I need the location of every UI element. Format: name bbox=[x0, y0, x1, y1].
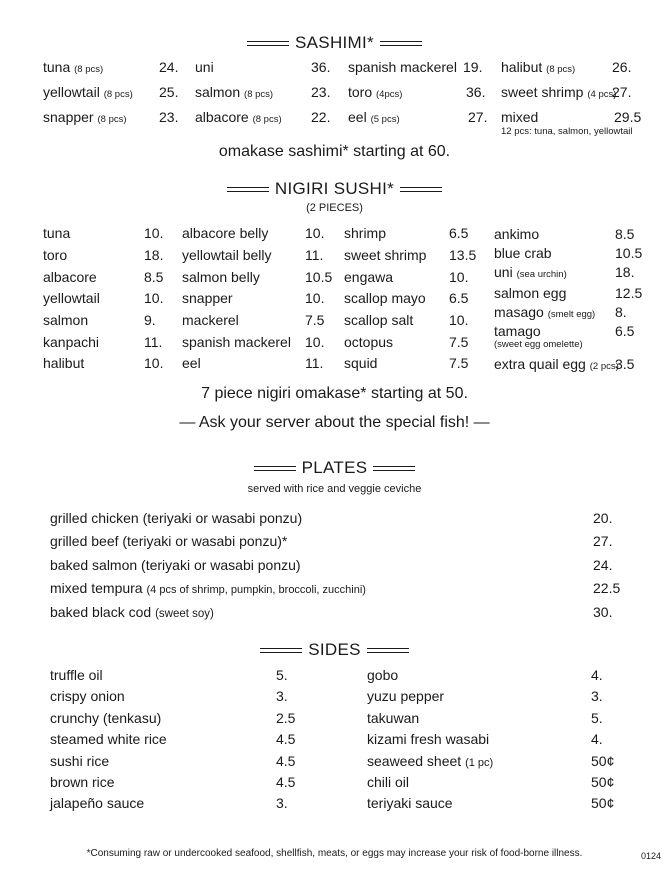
menu-price: 29.5 bbox=[614, 109, 642, 125]
menu-item: yellowtail (8 pcs) bbox=[43, 84, 133, 100]
menu-item: sweet shrimp (4 pcs) bbox=[501, 84, 617, 100]
menu-item: spanish mackerel bbox=[182, 334, 291, 350]
menu-item: eel (5 pcs) bbox=[348, 109, 400, 125]
menu-item: steamed white rice bbox=[50, 731, 167, 747]
menu-price: 7.5 bbox=[449, 355, 469, 371]
menu-price: 8.5 bbox=[144, 269, 164, 285]
menu-item: yellowtail bbox=[43, 290, 100, 306]
menu-price: 10.5 bbox=[615, 245, 643, 261]
menu-price: 3. bbox=[276, 688, 288, 704]
menu-item: toro bbox=[43, 247, 68, 263]
menu-item: baked black cod (sweet soy) bbox=[50, 604, 214, 620]
menu-item: baked salmon (teriyaki or wasabi ponzu) bbox=[50, 557, 301, 573]
menu-item: ankimo bbox=[494, 226, 540, 242]
heading-rule bbox=[247, 41, 289, 46]
menu-price: 2.5 bbox=[276, 710, 296, 726]
menu-price: 27. bbox=[468, 109, 488, 125]
menu-code: 0124 bbox=[641, 851, 662, 861]
menu-item: chili oil bbox=[367, 774, 410, 790]
menu-item: salmon belly bbox=[182, 269, 260, 285]
special-fish-note: — Ask your server about the special fish! — bbox=[179, 414, 490, 431]
plates-title: PLATES bbox=[301, 458, 368, 477]
menu-price: 30. bbox=[593, 604, 613, 620]
menu-item: salmon egg bbox=[494, 285, 567, 301]
menu-item: uni bbox=[195, 59, 214, 75]
menu-item: eel bbox=[182, 355, 201, 371]
menu-price: 6.5 bbox=[449, 225, 469, 241]
menu-price: 36. bbox=[311, 59, 331, 75]
menu-price: 3.5 bbox=[615, 356, 635, 372]
sashimi-title: SASHIMI* bbox=[295, 33, 374, 52]
menu-price: 6.5 bbox=[615, 323, 635, 339]
menu-price: 18. bbox=[144, 247, 164, 263]
sides-title: SIDES bbox=[308, 640, 361, 659]
menu-item: salmon (8 pcs) bbox=[195, 84, 274, 100]
menu-item: shrimp bbox=[344, 225, 387, 241]
menu-item: tuna (8 pcs) bbox=[43, 59, 104, 75]
menu-item: tuna bbox=[43, 225, 71, 241]
nigiri-omakase: 7 piece nigiri omakase* starting at 50. bbox=[201, 385, 468, 402]
menu-price: 6.5 bbox=[449, 290, 469, 306]
menu-price: 13.5 bbox=[449, 247, 477, 263]
menu-item: engawa bbox=[344, 269, 394, 285]
menu-price: 22.5 bbox=[593, 580, 621, 596]
menu-item: yellowtail belly bbox=[182, 247, 272, 263]
menu-item: albacore (8 pcs) bbox=[195, 109, 282, 125]
menu-item: crunchy (tenkasu) bbox=[50, 710, 162, 726]
heading-rule bbox=[380, 41, 422, 46]
menu-item: squid bbox=[344, 355, 378, 371]
menu-price: 24. bbox=[593, 557, 613, 573]
tamago-detail: (sweet egg omelette) bbox=[494, 339, 583, 350]
menu-price: 50¢ bbox=[591, 795, 615, 811]
menu-item: sushi rice bbox=[50, 753, 110, 769]
menu-price: 10. bbox=[144, 290, 164, 306]
plates-heading bbox=[0, 458, 669, 478]
nigiri-heading bbox=[0, 179, 669, 199]
menu-price: 12.5 bbox=[615, 285, 643, 301]
menu-price: 3. bbox=[591, 688, 603, 704]
menu-item: octopus bbox=[344, 334, 394, 350]
menu-price: 4. bbox=[591, 731, 603, 747]
menu-item: albacore belly bbox=[182, 225, 269, 241]
menu-price: 11. bbox=[144, 334, 163, 350]
menu-price: 4.5 bbox=[276, 774, 296, 790]
menu-item: toro (4pcs) bbox=[348, 84, 403, 100]
menu-item: mackerel bbox=[182, 312, 239, 328]
sashimi-omakase: omakase sashimi* starting at 60. bbox=[218, 143, 451, 160]
menu-price: 4.5 bbox=[276, 753, 296, 769]
menu-item: tamago bbox=[494, 323, 541, 339]
menu-price: 7.5 bbox=[449, 334, 469, 350]
menu-item: seaweed sheet (1 pc) bbox=[367, 753, 494, 769]
menu-price: 25. bbox=[159, 84, 179, 100]
menu-price: 10. bbox=[305, 225, 325, 241]
menu-item: spanish mackerel bbox=[348, 59, 457, 75]
menu-price: 7.5 bbox=[305, 312, 325, 328]
menu-item: kanpachi bbox=[43, 334, 100, 350]
menu-price: 20. bbox=[593, 510, 613, 526]
menu-item: kizami fresh wasabi bbox=[367, 731, 490, 747]
menu-price: 50¢ bbox=[591, 774, 615, 790]
disclaimer: *Consuming raw or undercooked seafood, shellfish, meats, or eggs may increase your risk of food-borne illness. bbox=[86, 848, 583, 859]
menu-price: 11. bbox=[305, 355, 324, 371]
menu-price: 23. bbox=[159, 109, 179, 125]
menu-price: 10. bbox=[305, 334, 325, 350]
menu-item: truffle oil bbox=[50, 667, 103, 683]
menu-item: snapper bbox=[182, 290, 233, 306]
heading-rule bbox=[260, 648, 302, 653]
menu-item: gobo bbox=[367, 667, 399, 683]
menu-item: albacore bbox=[43, 269, 97, 285]
menu-price: 18. bbox=[615, 264, 635, 280]
sashimi-heading bbox=[0, 33, 669, 53]
menu-item: mixed tempura (4 pcs of shrimp, pumpkin, broccoli, zucchini) bbox=[50, 580, 366, 596]
plates-subtitle: served with rice and veggie ceviche bbox=[247, 483, 422, 495]
menu-price: 10. bbox=[449, 269, 469, 285]
menu-item: snapper (8 pcs) bbox=[43, 109, 127, 125]
menu-price: 9. bbox=[144, 312, 156, 328]
menu-price: 10. bbox=[449, 312, 469, 328]
menu-price: 22. bbox=[311, 109, 331, 125]
mixed-detail: 12 pcs: tuna, salmon, yellowtail bbox=[501, 126, 633, 137]
menu-item: takuwan bbox=[367, 710, 420, 726]
heading-rule bbox=[254, 466, 296, 471]
menu-price: 26. bbox=[612, 59, 632, 75]
menu-item: scallop mayo bbox=[344, 290, 426, 306]
menu-item: extra quail egg (2 pcs) bbox=[494, 356, 619, 372]
menu-item: sweet shrimp bbox=[344, 247, 427, 263]
nigiri-title: NIGIRI SUSHI* bbox=[274, 179, 395, 198]
menu-price: 27. bbox=[593, 533, 613, 549]
menu-price: 10. bbox=[144, 355, 164, 371]
menu-item: blue crab bbox=[494, 245, 552, 261]
menu-item: brown rice bbox=[50, 774, 115, 790]
menu-item: scallop salt bbox=[344, 312, 414, 328]
menu-item: yuzu pepper bbox=[367, 688, 445, 704]
menu-item: mixed bbox=[501, 109, 539, 125]
heading-rule bbox=[400, 187, 442, 192]
menu-price: 8. bbox=[615, 304, 627, 320]
menu-item: crispy onion bbox=[50, 688, 125, 704]
menu-price: 10. bbox=[305, 290, 325, 306]
menu-price: 23. bbox=[311, 84, 331, 100]
menu-price: 19. bbox=[463, 59, 483, 75]
menu-item: salmon bbox=[43, 312, 89, 328]
menu-price: 8.5 bbox=[615, 226, 635, 242]
menu-price: 4. bbox=[591, 667, 603, 683]
menu-price: 11. bbox=[305, 247, 324, 263]
menu-price: 5. bbox=[591, 710, 603, 726]
heading-rule bbox=[367, 648, 409, 653]
menu-item: masago (smelt egg) bbox=[494, 304, 596, 320]
menu-price: 4.5 bbox=[276, 731, 296, 747]
menu-price: 10.5 bbox=[305, 269, 333, 285]
menu-price: 5. bbox=[276, 667, 288, 683]
menu-price: 24. bbox=[159, 59, 179, 75]
nigiri-subtitle: (2 PIECES) bbox=[306, 202, 363, 214]
menu-item: jalapeño sauce bbox=[50, 795, 145, 811]
menu-price: 27. bbox=[612, 84, 632, 100]
heading-rule bbox=[227, 187, 269, 192]
menu-item: halibut bbox=[43, 355, 85, 371]
menu-item: teriyaki sauce bbox=[367, 795, 453, 811]
menu-item: halibut (8 pcs) bbox=[501, 59, 576, 75]
menu-price: 10. bbox=[144, 225, 164, 241]
menu-item: uni (sea urchin) bbox=[494, 264, 567, 280]
menu-item: grilled beef (teriyaki or wasabi ponzu)* bbox=[50, 533, 288, 549]
menu-price: 50¢ bbox=[591, 753, 615, 769]
menu-item: grilled chicken (teriyaki or wasabi ponzu) bbox=[50, 510, 303, 526]
menu-price: 36. bbox=[466, 84, 486, 100]
sides-heading bbox=[0, 640, 669, 660]
menu-price: 3. bbox=[276, 795, 288, 811]
heading-rule bbox=[373, 466, 415, 471]
